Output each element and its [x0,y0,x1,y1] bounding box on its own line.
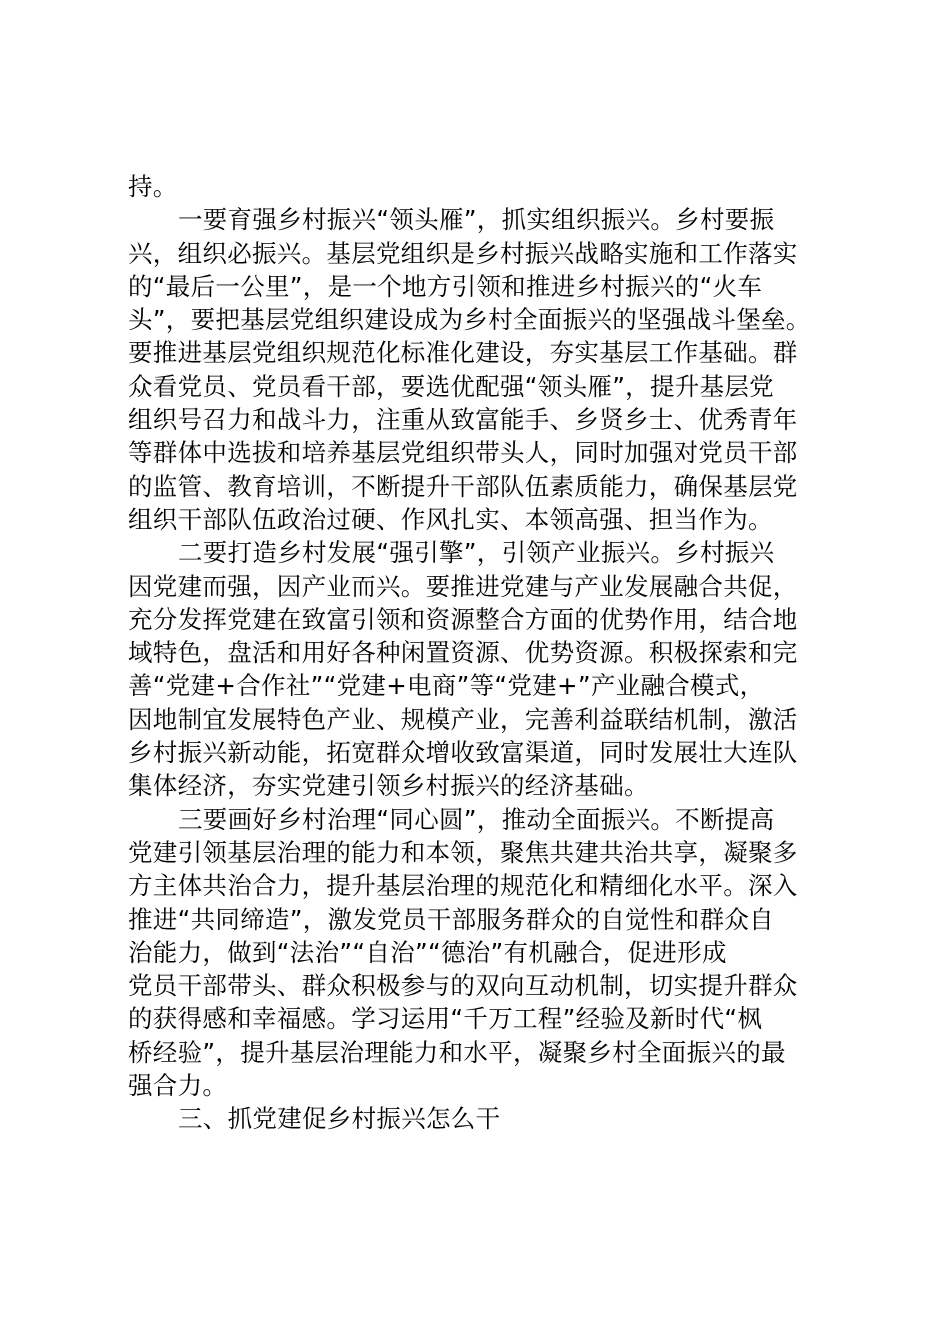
paragraph-start-line: 二要打造乡村发展“强引擎”，引领产业振兴。乡村振兴 [178,538,775,568]
document-body [128,170,833,1136]
text-line: 等群体中选拔和培养基层党组织带头人，同时加强对党员干部 [128,438,798,468]
text-line: 桥经验”，提升基层治理能力和水平，凝聚乡村全面振兴的最 [128,1037,786,1067]
text-line: 要推进基层党组织规范化标准化建设，夯实基层工作基础。群 [128,338,798,368]
text-line: 众看党员、党员看干部，要选优配强“领头雁”，提升基层党 [128,371,774,401]
text-line: 因地制宜发展特色产业、规模产业，完善利益联结机制，激活 [128,704,798,734]
text-line: 治能力，做到“法治”“自治”“德治”有机融合，促进形成 [128,937,727,967]
paragraph-start-line: 三要画好乡村治理“同心圆”，推动全面振兴。不断提高 [178,804,775,834]
text-line: 组织号召力和战斗力，注重从致富能手、乡贤乡士、优秀青年 [128,405,798,435]
text-line: 头”，要把基层党组织建设成为乡村全面振兴的坚强战斗堡垒。 [128,305,811,335]
text-line: 组织干部队伍政治过硬、作风扎实、本领高强、担当作为。 [128,504,773,534]
text-line: 推进“共同缔造”，激发党员干部服务群众的自觉性和群众自 [128,904,774,934]
text-line: 因党建而强，因产业而兴。要推进党建与产业发展融合共促， [128,571,798,601]
text-line: 持。 [128,172,178,201]
text-line: 的获得感和幸福感。学习运用“千万工程”经验及新时代“枫 [128,1004,763,1034]
text-line: 的监管、教育培训，不断提升干部队伍素质能力，确保基层党 [128,471,798,501]
text-line: 党建引领基层治理的能力和本领，聚焦共建共治共享，凝聚多 [128,837,798,867]
text-line: 域特色，盘活和用好各种闲置资源、优势资源。积极探索和完 [128,638,798,668]
text-line: 方主体共治合力，提升基层治理的规范化和精细化水平。深入 [128,871,798,901]
section-heading: 三、抓党建促乡村振兴怎么干 [178,1104,501,1134]
text-line: 强合力。 [128,1071,228,1101]
text-line: 乡村振兴新动能，拓宽群众增收致富渠道，同时发展壮大连队 [128,738,798,768]
text-line: 集体经济，夯实党建引领乡村振兴的经济基础。 [128,771,649,801]
text-line: 的“最后一公里”，是一个地方引领和推进乡村振兴的“火车 [128,271,763,301]
paragraph-start-line: 一要育强乡村振兴“领头雁”，抓实组织振兴。乡村要振 [178,205,775,235]
text-line: 兴，组织必振兴。基层党组织是乡村振兴战略实施和工作落实 [128,238,798,268]
text-line: 善“党建+合作社”“党建+电商”等“党建+”产业融合模式， [128,671,765,701]
text-line: 党员干部带头、群众积极参与的双向互动机制，切实提升群众 [128,971,798,1001]
text-line: 充分发挥党建在致富引领和资源整合方面的优势作用，结合地 [128,604,798,634]
